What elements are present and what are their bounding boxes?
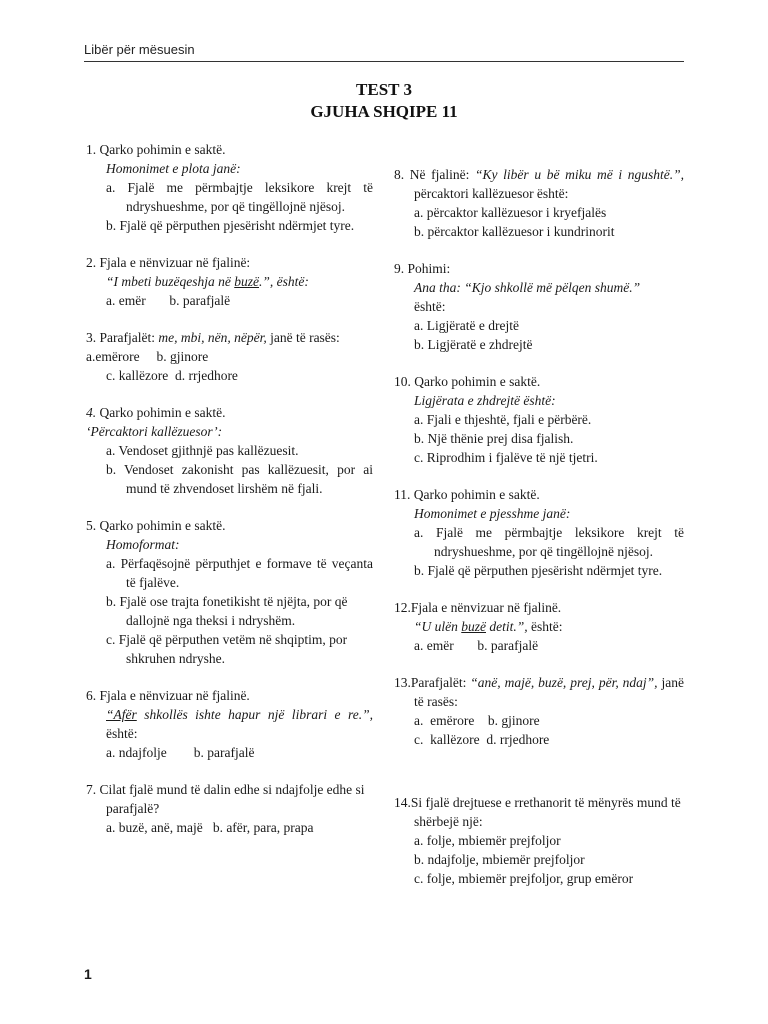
question-subtitle-tail: është: [414, 299, 446, 314]
question-stem: 1. Qarko pohimin e saktë. [86, 142, 226, 157]
stem-text: Qarko pohimin e saktë. [96, 405, 226, 420]
question-2 [86, 253, 373, 310]
underlined-word: buzë [461, 619, 486, 634]
question-8 [394, 165, 684, 241]
option-b: b. Fjalë që përputhen pjesërisht ndërmjet tyre. [106, 218, 355, 233]
question-subtitle: Homonimet e plota janë: [106, 161, 241, 176]
test-title: TEST 3 [356, 80, 412, 99]
question-subtitle: ‘Përcaktori kallëzuesor’: [86, 424, 223, 439]
page-number: 1 [84, 966, 92, 982]
example-sentence [394, 617, 684, 636]
question-1 [86, 140, 373, 235]
question-10 [394, 372, 684, 467]
option-a: a. Fjali e thjeshtë, fjali e përbërë. [414, 412, 592, 427]
option-a: a. Ligjëratë e drejtë [414, 318, 519, 333]
options-row: a. ndajfolje b. parafjalë [106, 745, 255, 760]
question-stem [394, 673, 684, 711]
question-number: 4. [86, 405, 97, 420]
option-a: a. Përfaqësojnë përputhjet e formave të veçanta të fjalëve. [106, 556, 373, 590]
options-row: a. buzë, anë, majë b. afër, para, prapa [106, 820, 314, 835]
question-5 [86, 516, 373, 668]
sentence-part: .”, është: [258, 274, 309, 289]
question-12 [394, 598, 684, 655]
question-4 [86, 403, 373, 498]
options-row: c. kallëzore d. rrjedhore [414, 732, 550, 747]
sentence-part: “I mbeti buzëqeshja në [106, 274, 235, 289]
example-sentence [86, 272, 373, 291]
stem-text: përcaktori kallëzuesor është: [414, 186, 569, 201]
question-stem [86, 403, 373, 422]
option-a: a. Vendoset gjithnjë pas kallëzuesit. [106, 443, 299, 458]
header-rule [84, 61, 684, 62]
question-3 [86, 328, 373, 385]
question-stem: 14.Si fjalë drejtuese e rrethanorit të mënyrës mund të shërbejë një: [394, 795, 681, 829]
question-subtitle: Ana tha: “Kjo shkollë më pëlqen shumë.” [414, 280, 641, 295]
example-sentence [86, 705, 373, 743]
options-row: a. emërore b. gjinore [414, 713, 540, 728]
option-b: b. ndajfolje, mbiemër prejfoljor [414, 852, 585, 867]
subject-title: GJUHA SHQIPE 11 [310, 102, 458, 121]
sentence-part: detit.”, [486, 619, 528, 634]
question-stem: 12.Fjala e nënvizuar në fjalinë. [394, 600, 562, 615]
question-stem: 10. Qarko pohimin e saktë. [394, 374, 541, 389]
question-stem [394, 165, 684, 203]
right-column [394, 165, 684, 906]
options-row: a. emër b. parafjalë [414, 638, 539, 653]
stem-italic: me, mbi, nën, nëpër, [158, 330, 267, 345]
options-row: a. emër b. parafjalë [106, 293, 231, 308]
option-c: c. Fjalë që përputhen vetëm në shqiptim, por shkruhen ndryshe. [106, 632, 348, 666]
question-11 [394, 485, 684, 580]
sentence-part: është: [527, 619, 563, 634]
stem-text: janë të rasës: [266, 330, 340, 345]
question-14 [394, 793, 684, 888]
option-a: a. folje, mbiemër prejfoljor [414, 833, 561, 848]
question-7 [86, 780, 373, 837]
underlined-word: buzë [234, 274, 259, 289]
underlined-word: “Afër [106, 707, 137, 722]
question-stem: 7. Cilat fjalë mund të dalin edhe si ndajfolje edhe si parafjalë? [86, 782, 365, 816]
sentence-part: shkollës ishte hapur një librari e re.”, [136, 707, 373, 722]
sentence-part: është: [106, 726, 138, 741]
stem-italic: “anë, majë, buzë, prej, për, ndaj”, [470, 675, 658, 690]
option-b: b. Fjalë që përputhen pjesërisht ndërmjet tyre. [414, 563, 663, 578]
option-c: c. folje, mbiemër prejfoljor, grup emëror [414, 871, 634, 886]
question-6 [86, 686, 373, 762]
question-stem: 6. Fjala e nënvizuar në fjalinë. [86, 688, 250, 703]
option-b: b. Fjalë ose trajta fonetikisht të njëjta, por që dallojnë nga theksi i ndryshëm. [106, 594, 348, 628]
options-row: a.emërore b. gjinore [86, 349, 209, 364]
option-a: a. Fjalë me përmbajtje leksikore krejt të ndryshueshme, por që tingëllojnë njësoj. [106, 180, 373, 214]
option-b: b. Një thënie prej disa fjalish. [414, 431, 574, 446]
option-a: a. Fjalë me përmbajtje leksikore krejt të ndryshueshme, por që tingëllojnë njësoj. [414, 525, 684, 559]
left-column [86, 140, 373, 855]
question-subtitle: Homonimet e pjesshme janë: [414, 506, 571, 521]
option-b: b. Vendoset zakonisht pas kallëzuesit, por ai mund të zhvendoset lirshëm në fjali. [106, 462, 373, 496]
sentence-part: “U ulën [414, 619, 462, 634]
question-stem [86, 328, 373, 347]
question-stem: 9. Pohimi: [394, 261, 451, 276]
stem-italic: “Ky libër u bë miku më i ngushtë.”, [475, 167, 684, 182]
question-stem: 11. Qarko pohimin e saktë. [394, 487, 540, 502]
running-header: Libër për mësuesin [84, 42, 195, 57]
question-stem: 2. Fjala e nënvizuar në fjalinë: [86, 255, 251, 270]
stem-text: 8. Në fjalinë: [394, 167, 476, 182]
option-a: a. përcaktor kallëzuesor i kryefjalës [414, 205, 607, 220]
options-row: c. kallëzore d. rrjedhore [106, 368, 238, 383]
question-13 [394, 673, 684, 749]
question-stem: 5. Qarko pohimin e saktë. [86, 518, 226, 533]
option-b: b. Ligjëratë e zhdrejtë [414, 337, 533, 352]
stem-text: 13.Parafjalët: [394, 675, 471, 690]
option-b: b. përcaktor kallëzuesor i kundrinorit [414, 224, 615, 239]
stem-text: 3. Parafjalët: [86, 330, 159, 345]
option-c: c. Riprodhim i fjalëve të një tjetri. [414, 450, 598, 465]
stem-text: janë të rasës: [414, 675, 684, 709]
question-9 [394, 259, 684, 354]
question-subtitle: Ligjërata e zhdrejtë është: [414, 393, 556, 408]
question-subtitle: Homoformat: [106, 537, 180, 552]
